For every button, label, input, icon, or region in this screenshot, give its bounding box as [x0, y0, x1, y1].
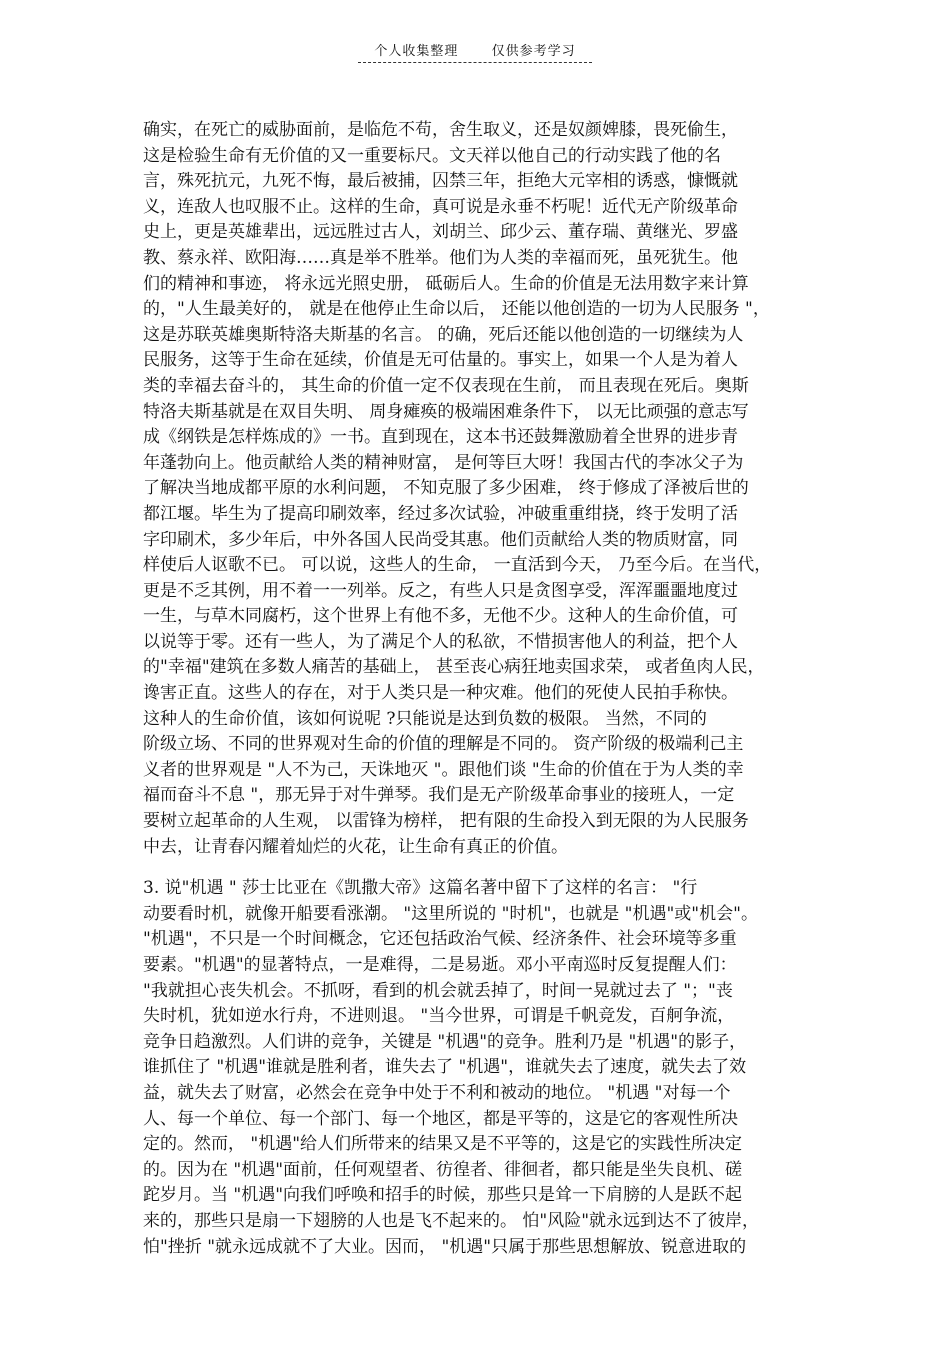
page-header [0, 40, 950, 63]
text-line: 的"幸福"建筑在多数人痛苦的基础上， 甚至丧心病狂地卖国求荣， 或者鱼肉人民， [143, 657, 765, 678]
paragraph-life-value [143, 118, 815, 860]
text-line: 阶级立场、不同的世界观对生命的价值的理解是不同的。 资产阶级的极端利己主 [143, 734, 744, 755]
text-line: 中去，让青春闪耀着灿烂的火花，让生命有真正的价值。 [143, 836, 568, 857]
paragraph-gap [143, 860, 815, 876]
text-line: 一生，与草木同腐朽，这个世界上有他不多，无他不少。这种人的生命价值，可 [143, 606, 738, 627]
body-text [143, 118, 815, 1260]
text-line: 谗害正直。这些人的存在，对于人类只是一种灾难。他们的死使人民拍手称快。 [143, 683, 738, 704]
text-line: 的。因为在 "机遇"面前，任何观望者、彷徨者、徘徊者，都只能是坐失良机、磋 [143, 1159, 743, 1180]
text-line: 怕"挫折 "就永远成就不了大业。因而， "机遇"只属于那些思想解放、锐意进取的 [143, 1236, 747, 1257]
text-line: 了解决当地成都平原的水利问题， 不知克服了多少困难， 终于修成了泽被后世的 [143, 478, 749, 499]
text-line: 更是不乏其例，用不着一一列举。反之，有些人只是贪图享受，浑浑噩噩地度过 [143, 580, 738, 601]
text-line: "我就担心丧失机会。不抓呀，看到的机会就丢掉了，时间一晃就过去了 "；"丧 [143, 980, 733, 1001]
text-line: 的，"人生最美好的， 就是在他停止生命以后， 还能以他创造的一切为人民服务 "， [143, 299, 770, 320]
header-right-text: 仅供参考学习 [491, 44, 576, 59]
text-line: 要树立起革命的人生观， 以雷锋为榜样， 把有限的生命投入到无限的为人民服务 [143, 811, 749, 832]
text-line: 史上，更是英雄辈出，远远胜过古人，刘胡兰、邱少云、董存瑞、黄继光、罗盛 [143, 222, 738, 243]
text-line: 动要看时机，就像开船要看涨潮。 "这里所说的 "时机"，也就是 "机遇"或"机会"。 [143, 903, 758, 924]
text-line: 要素。"机遇"的显著特点，一是难得，二是易逝。邓小平南巡时反复提醒人们： [143, 955, 737, 975]
text-line: 人、每一个单位、每一个部门、每一个地区，都是平等的，这是它的客观性所决 [143, 1108, 738, 1129]
text-line: 言，殊死抗元，九死不悔，最后被捕，囚禁三年，拒绝大元宰相的诱惑，慷慨就 [143, 171, 738, 192]
header-dashed-rule [358, 40, 591, 63]
text-line: 教、蔡永祥、欧阳海……真是举不胜举。他们为人类的幸福而死，虽死犹生。他 [143, 247, 738, 268]
text-line: 这种人的生命价值，该如何说呢 ?只能说是达到负数的极限。 当然，不同的 [143, 708, 707, 729]
text-line: 样使后人讴歌不已。 可以说，这些人的生命， 一直活到今天， 乃至今后。在当代， [143, 555, 772, 576]
text-line: 确实，在死亡的威胁面前，是临危不苟，舍生取义，还是奴颜婢膝，畏死偷生， [143, 120, 738, 140]
text-line: 成《纲铁是怎样炼成的》一书。直到现在，这本书还鼓舞激励着全世界的进步青 [143, 427, 738, 448]
text-line: 民服务，这等于生命在延续，价值是无可估量的。事实上，如果一个人是为着人 [143, 350, 738, 371]
paragraph-opportunity [143, 876, 815, 1260]
text-line: 特洛夫斯基就是在双目失明、 周身瘫痪的极端困难条件下， 以无比顽强的意志写 [143, 401, 749, 422]
text-line: 定的。然而， "机遇"给人们所带来的结果又是不平等的，这是它的实践性所决定 [143, 1134, 743, 1155]
text-line: 年蓬勃向上。他贡献给人类的精神财富， 是何等巨大呀！我国古代的李冰父子为 [143, 452, 744, 473]
text-line: 谁抓住了 "机遇"谁就是胜利者，谁失去了 "机遇"，谁就失去了速度，就失去了效 [143, 1057, 747, 1078]
text-line: 以说等于零。还有一些人，为了满足个人的私欲，不惜损害他人的利益，把个人 [143, 631, 738, 652]
header-left-text: 个人收集整理 [374, 44, 459, 59]
text-line: 这是检验生命有无价值的又一重要标尺。文天祥以他自己的行动实践了他的名 [143, 145, 721, 166]
text-line: "机遇"，不只是一个时间概念，它还包括政治气候、经济条件、社会环境等多重 [143, 929, 737, 950]
text-line: 都江堰。毕生为了提高印刷效率，经过多次试验，冲破重重绀挠，终于发明了活 [143, 503, 738, 524]
text-line: 福而奋斗不息 "，那无异于对牛弹琴。我们是无产阶级革命事业的接班人，一定 [143, 785, 735, 806]
text-line: 这是苏联英雄奥斯特洛夫斯基的名言。 的确，死后还能以他创造的一切继续为人 [143, 324, 744, 345]
text-line: 3. 说"机遇 " 莎士比亚在《凯撒大帝》这篇名著中留下了这样的名言： "行 [143, 878, 698, 899]
text-line: 益，就失去了财富，必然会在竞争中处于不利和被动的地位。 "机遇 "对每一个 [143, 1082, 731, 1103]
text-line: 竞争日趋激烈。人们讲的竞争，关键是 "机遇"的竞争。胜利乃是 "机遇"的影子， [143, 1031, 747, 1052]
text-line: 义，连敌人也叹服不止。这样的生命，真可说是永垂不朽呢！近代无产阶级革命 [143, 196, 738, 217]
text-line: 类的幸福去奋斗的， 其生命的价值一定不仅表现在生前， 而且表现在死后。奥斯 [143, 375, 749, 396]
text-line: 字印刷术，多少年后，中外各国人民尚受其惠。他们贡献给人类的物质财富，同 [143, 529, 738, 550]
text-line: 来的，那些只是扇一下翅膀的人也是飞不起来的。 怕"风险"就永远到达不了彼岸， [143, 1210, 760, 1231]
text-line: 跎岁月。当 "机遇"向我们呼唤和招手的时候，那些只是耸一下肩膀的人是跃不起 [143, 1185, 743, 1206]
text-line: 们的精神和事迹， 将永远光照史册， 砥砺后人。生命的价值是无法用数字来计算 [143, 273, 749, 294]
text-line: 失时机，犹如逆水行舟，不进则退。 "当今世界，可谓是千帆竞发，百舸争流， [143, 1006, 735, 1027]
text-line: 义者的世界观是 "人不为己，天诛地灭 "。跟他们谈 "生命的价值在于为人类的幸 [143, 759, 744, 780]
